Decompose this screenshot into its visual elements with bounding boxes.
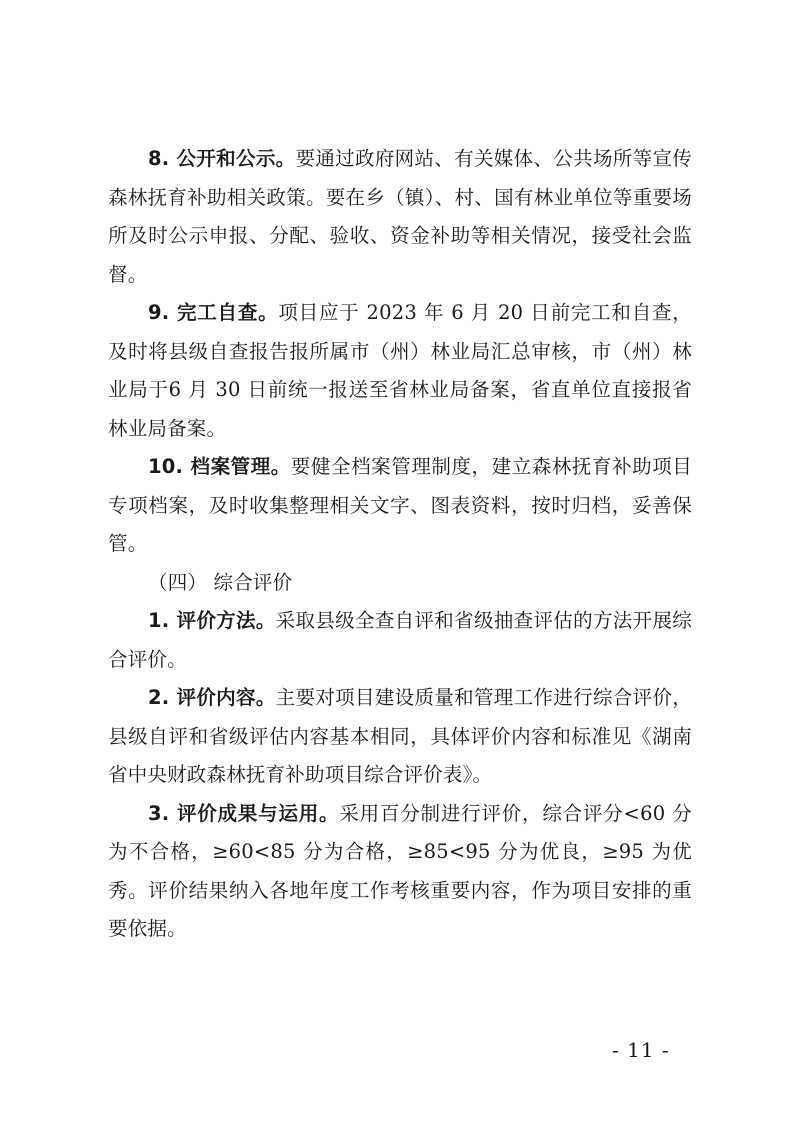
- paragraph-evaluation-content: [108, 679, 692, 795]
- page-number: - 11 -: [612, 1038, 670, 1062]
- paragraph-public-disclosure: [108, 140, 692, 294]
- document-body: [108, 140, 692, 949]
- paragraph-evaluation-results: [108, 795, 692, 949]
- paragraph-text: 采取县级全查自评和省级抽查评估的方法开展综合评价。: [108, 609, 692, 671]
- section-title: （四） 综合评价: [148, 570, 293, 594]
- paragraph-heading: 1. 评价方法。: [148, 609, 276, 632]
- paragraph-text: 采用百分制进行评价，综合评分<60 分为不合格，≥60<85 分为合格，≥85<95 分为优良，≥95 为优秀。评价结果纳入各地年度工作考核重要内容，作为项目安排的重要依据。: [108, 801, 692, 940]
- paragraph-heading: 3. 评价成果与运用。: [148, 801, 340, 825]
- paragraph-text: 主要对项目建设质量和管理工作进行综合评价，县级自评和省级评估内容基本相同，具体评价内容和标准见《湖南省中央财政森林抚育补助项目综合评价表》。: [108, 686, 692, 786]
- paragraph-evaluation-method: [108, 602, 692, 679]
- paragraph-text: 要通过政府网站、有关媒体、公共场所等宣传森林抚育补助相关政策。要在乡（镇）、村、国有林业单位等重要场所及时公示申报、分配、验收、资金补助等相关情况，接受社会监督。: [108, 147, 692, 286]
- paragraph-heading: 2. 评价内容。: [148, 686, 276, 709]
- paragraph-heading: 10. 档案管理。: [148, 455, 291, 478]
- paragraph-completion-check: [108, 294, 692, 448]
- paragraph-text: 要健全档案管理制度，建立森林抚育补助项目专项档案，及时收集整理相关文字、图表资料，按时归档，妥善保管。: [108, 455, 692, 555]
- paragraph-heading: 9. 完工自查。: [148, 301, 279, 324]
- paragraph-text: 项目应于 2023 年 6 月 20 日前完工和自查，及时将县级自查报告报所属市（州）林业局汇总审核，市（州）林业局于6 月 30 日前统一报送至省林业局备案，省直单位直接报省林业局备案。: [108, 301, 692, 440]
- paragraph-archive-management: [108, 448, 692, 564]
- paragraph-heading: 8. 公开和公示。: [148, 147, 296, 170]
